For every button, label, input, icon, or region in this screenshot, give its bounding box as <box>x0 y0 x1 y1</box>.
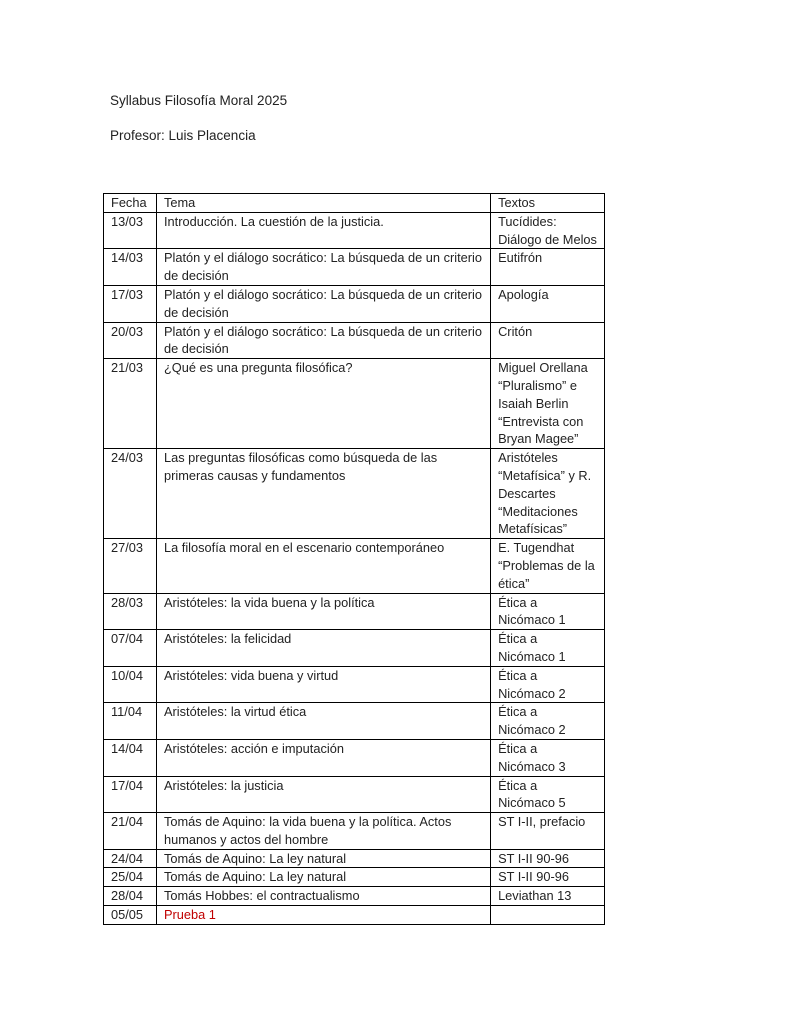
table-row <box>104 813 605 850</box>
table-row <box>104 359 605 449</box>
cell-fecha: 07/04 <box>104 630 157 667</box>
cell-tema: Tomás de Aquino: La ley natural <box>156 868 490 887</box>
cell-fecha: 20/03 <box>104 322 157 359</box>
table-row <box>104 868 605 887</box>
cell-fecha: 17/03 <box>104 285 157 322</box>
table-row <box>104 212 605 249</box>
cell-fecha: 10/04 <box>104 666 157 703</box>
cell-tema: Platón y el diálogo socrático: La búsqueda de un criterio de decisión <box>156 285 490 322</box>
cell-tema: Platón y el diálogo socrático: La búsqueda de un criterio de decisión <box>156 249 490 286</box>
cell-fecha: 13/03 <box>104 212 157 249</box>
cell-textos <box>491 906 605 925</box>
syllabus-table <box>103 193 605 925</box>
cell-textos: Ética a Nicómaco 2 <box>491 703 605 740</box>
cell-textos: ST I-II 90-96 <box>491 868 605 887</box>
cell-tema: Aristóteles: la virtud ética <box>156 703 490 740</box>
cell-tema: Tomás de Aquino: La ley natural <box>156 849 490 868</box>
table-row <box>104 249 605 286</box>
cell-fecha: 11/04 <box>104 703 157 740</box>
cell-tema: Las preguntas filosóficas como búsqueda de las primeras causas y fundamentos <box>156 449 490 539</box>
cell-tema: Tomás de Aquino: la vida buena y la política. Actos humanos y actos del hombre <box>156 813 490 850</box>
cell-fecha: 24/04 <box>104 849 157 868</box>
table-row <box>104 322 605 359</box>
cell-textos: Apología <box>491 285 605 322</box>
cell-fecha: 14/04 <box>104 739 157 776</box>
cell-tema: Aristóteles: acción e imputación <box>156 739 490 776</box>
table-row <box>104 630 605 667</box>
professor-line: Profesor: Luis Placencia <box>110 128 256 143</box>
cell-textos: Ética a Nicómaco 5 <box>491 776 605 813</box>
table-row <box>104 285 605 322</box>
cell-textos: Eutifrón <box>491 249 605 286</box>
table-row <box>104 449 605 539</box>
cell-textos: Ética a Nicómaco 1 <box>491 630 605 667</box>
cell-textos: ST I-II, prefacio <box>491 813 605 850</box>
document-title: Syllabus Filosofía Moral 2025 <box>110 93 288 108</box>
table-row <box>104 906 605 925</box>
cell-textos: Ética a Nicómaco 1 <box>491 593 605 630</box>
table-row <box>104 666 605 703</box>
cell-textos: Miguel Orellana “Pluralismo” e Isaiah Berlin “Entrevista con Bryan Magee” <box>491 359 605 449</box>
cell-fecha: 27/03 <box>104 539 157 593</box>
cell-textos: Leviathan 13 <box>491 887 605 906</box>
table-row <box>104 703 605 740</box>
cell-fecha: 17/04 <box>104 776 157 813</box>
header-fecha: Fecha <box>104 194 157 213</box>
cell-tema: Prueba 1 <box>156 906 490 925</box>
header-textos: Textos <box>491 194 605 213</box>
table-header-row <box>104 194 605 213</box>
table-row <box>104 887 605 906</box>
table-row <box>104 739 605 776</box>
table-row <box>104 849 605 868</box>
cell-tema: Aristóteles: la vida buena y la política <box>156 593 490 630</box>
cell-fecha: 14/03 <box>104 249 157 286</box>
cell-tema: Introducción. La cuestión de la justicia. <box>156 212 490 249</box>
cell-fecha: 25/04 <box>104 868 157 887</box>
cell-textos: Aristóteles “Metafísica” y R. Descartes “Meditaciones Metafísicas” <box>491 449 605 539</box>
cell-textos: Ética a Nicómaco 2 <box>491 666 605 703</box>
cell-textos: E. Tugendhat “Problemas de la ética” <box>491 539 605 593</box>
header-tema: Tema <box>156 194 490 213</box>
cell-fecha: 28/04 <box>104 887 157 906</box>
cell-tema: Platón y el diálogo socrático: La búsqueda de un criterio de decisión <box>156 322 490 359</box>
cell-textos: Critón <box>491 322 605 359</box>
table-row <box>104 539 605 593</box>
cell-textos: Ética a Nicómaco 3 <box>491 739 605 776</box>
cell-fecha: 24/03 <box>104 449 157 539</box>
cell-fecha: 28/03 <box>104 593 157 630</box>
cell-fecha: 05/05 <box>104 906 157 925</box>
cell-textos: ST I-II 90-96 <box>491 849 605 868</box>
table-row <box>104 593 605 630</box>
cell-tema: Tomás Hobbes: el contractualismo <box>156 887 490 906</box>
cell-tema: La filosofía moral en el escenario contemporáneo <box>156 539 490 593</box>
cell-tema: Aristóteles: la felicidad <box>156 630 490 667</box>
cell-tema: Aristóteles: la justicia <box>156 776 490 813</box>
cell-fecha: 21/04 <box>104 813 157 850</box>
cell-fecha: 21/03 <box>104 359 157 449</box>
cell-textos: Tucídides: Diálogo de Melos <box>491 212 605 249</box>
table-row <box>104 776 605 813</box>
cell-tema: ¿Qué es una pregunta filosófica? <box>156 359 490 449</box>
cell-tema: Aristóteles: vida buena y virtud <box>156 666 490 703</box>
